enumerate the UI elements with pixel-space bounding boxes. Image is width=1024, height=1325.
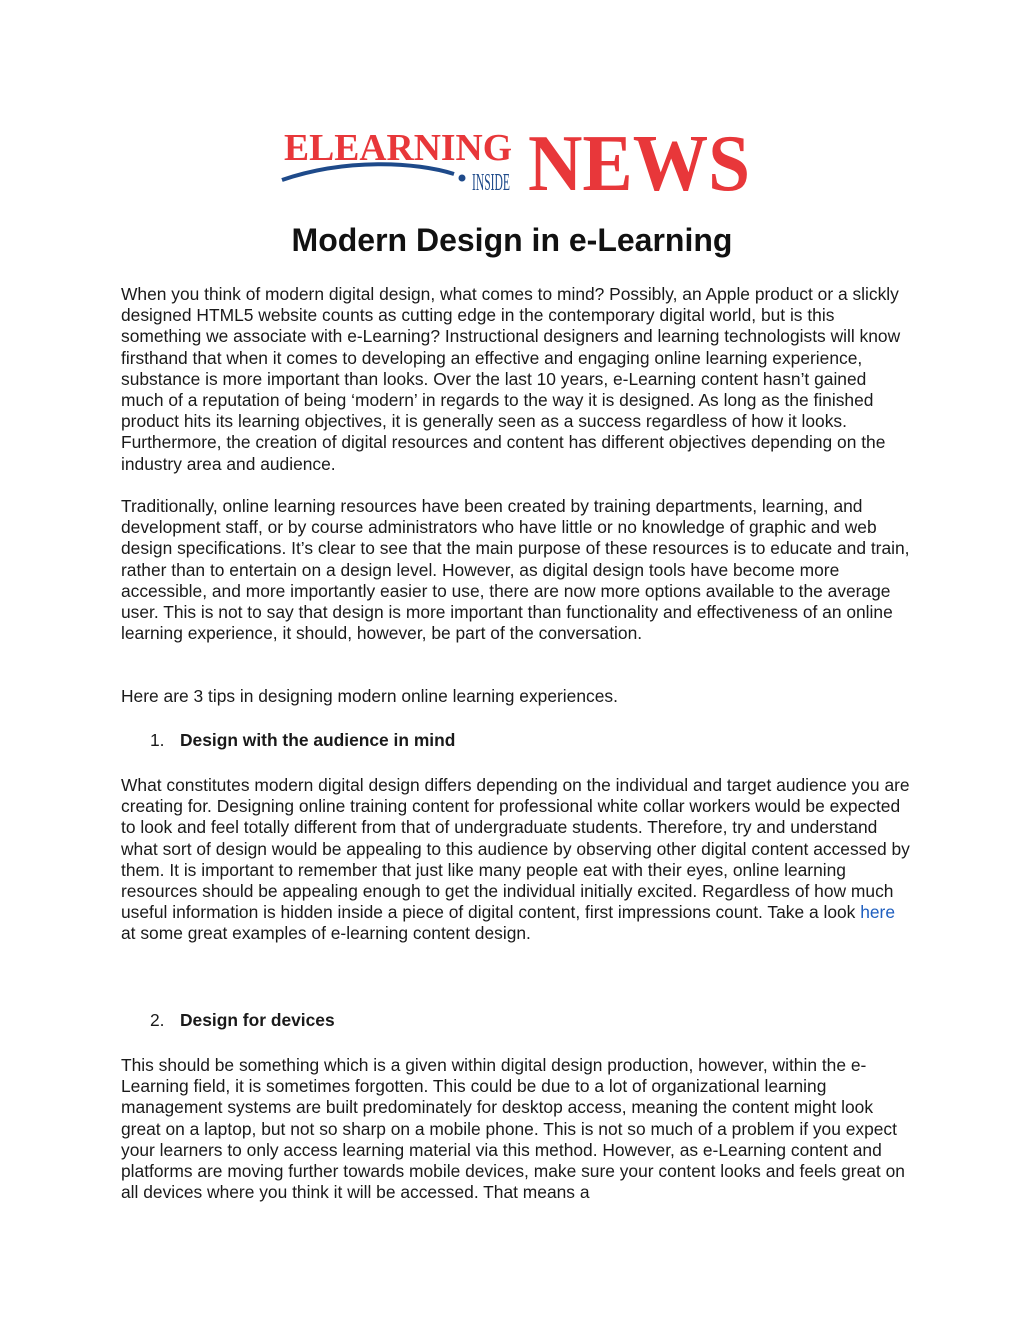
paragraph-audience-text: What constitutes modern digital design differs depending on the individual and target audience you are creating for. Designing online training content for professional white collar workers would be expected to look and feel totally different from that of undergraduate students. Therefore, try and understand what sort of design would be appealing to this audience by observing other digital content accessed by them. It is important to remember that just like many people eat with their eyes, online learning resources should be appealing enough to get the individual initially excited. Regardless of how much useful information is hidden inside a piece of digital content, first impressions count. Take a look [121,775,910,923]
tip-heading-2 [150,1010,335,1031]
here-link[interactable]: here [860,902,895,923]
logo-dot [459,175,466,182]
logo-word-elearning: ELEARNING [284,127,512,169]
paragraph-intro: When you think of modern digital design, what comes to mind? Possibly, an Apple product or a slickly designed HTML5 website counts as cutting edge in the contemporary digital world, but is this something we associate with e-Learning? Instructional designers and learning technologists will know firsthand that when it comes to developing an effective and engaging online learning experience, substance is more important than looks. Over the last 10 years, e-Learning content hasn’t gained much of a reputation of being ‘modern’ in regards to the way it is designed. As long as the finished product hits its learning objectives, it is generally seen as a success regardless of how it looks. Furthermore, the creation of digital resources and content has different objectives depending on the industry area and audience. [121,284,901,474]
page-title: Modern Design in e-Learning [291,222,733,258]
tip-number: 1. [150,730,165,750]
paragraph-audience [121,775,911,945]
elearning-inside-news-logo [276,118,756,204]
tip-number: 2. [150,1010,165,1030]
paragraph-devices: This should be something which is a given within digital design production, however, within the e-Learning field, it is sometimes forgotten. This could be due to a lot of organizational learning management systems are built predominately for desktop access, meaning the content might look great on a laptop, but not so sharp on a mobile phone. This is not so much of a problem if you expect your learners to only access learning material via this method. However, as e-Learning content and platforms are moving further towards mobile devices, make sure your content looks and feels great on all devices where you think it will be accessed. That means a [121,1055,905,1203]
paragraph-traditionally: Traditionally, online learning resources have been created by training departments, learning, and development staff, or by course administrators who have little or no knowledge of graphic and web design specifications. It’s clear to see that the main purpose of these resources is to educate and train, rather than to entertain on a design level. However, as digital design tools have become more accessible, and more importantly easier to use, there are now more options available to the average user. This is not to say that design is more important than functionality and effectiveness of an online learning experience, it should, however, be part of the conversation. [121,496,910,644]
paragraph-audience-text-end: at some great examples of e-learning content design. [121,923,531,944]
tip-label: Design for devices [180,1010,335,1030]
paragraph-tips-intro: Here are 3 tips in designing modern online learning experiences. [121,686,618,706]
logo-word-inside: INSIDE [472,170,510,196]
logo-word-news: NEWS [528,120,750,204]
logo-graphic [276,118,756,204]
tip-label: Design with the audience in mind [180,730,456,750]
tip-heading-1 [150,730,455,751]
